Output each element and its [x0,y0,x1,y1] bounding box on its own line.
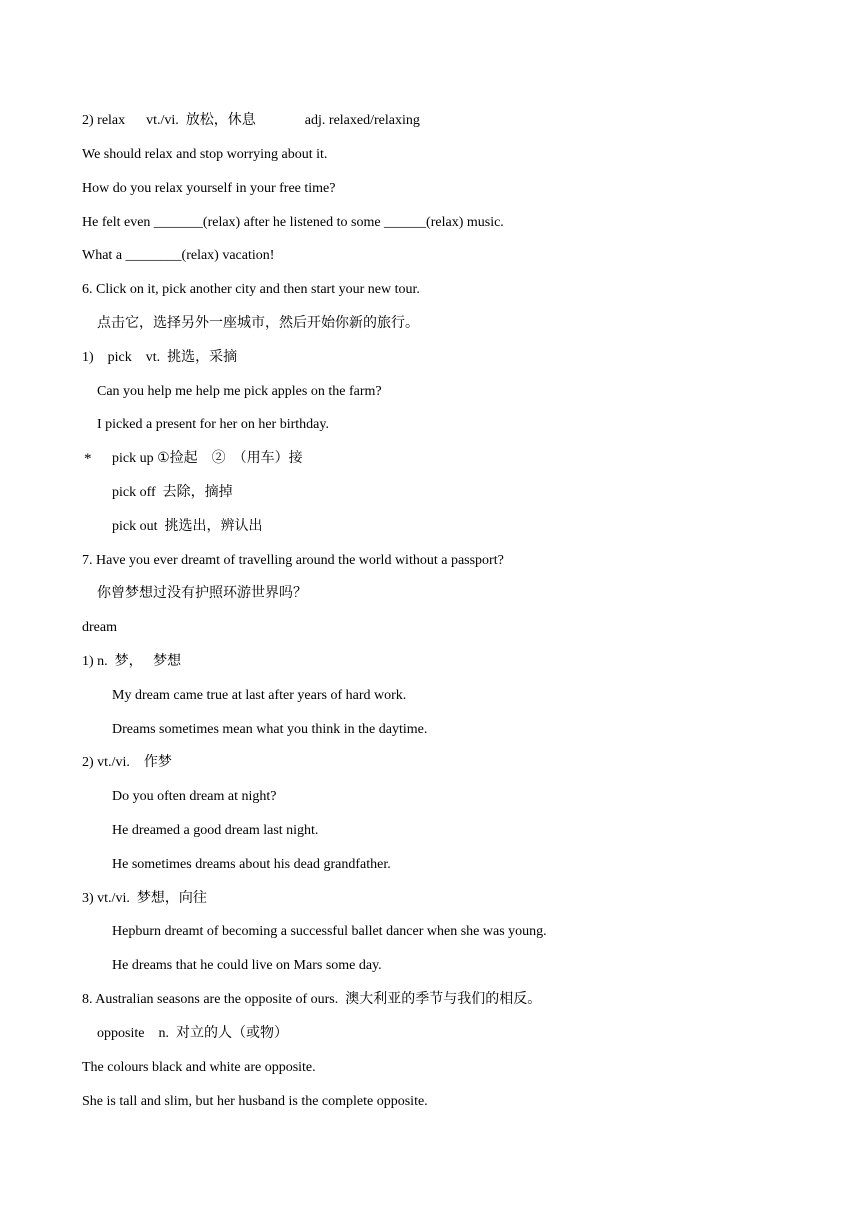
example-sentence: My dream came true at last after years of hard work. [112,688,407,703]
example-sentence: How do you relax yourself in your free time? [82,181,336,196]
phrase-pick-up: pick up ①捡起 ② （用车）接 [112,451,303,466]
relax-heading: 2) relax vt./vi. 放松，休息 adj. relaxed/relaxing [82,113,420,128]
phrase-pick-out: pick out 挑选出，辨认出 [112,519,263,534]
phrase-pick-off: pick off 去除，摘掉 [112,485,233,500]
item-6-translation: 点击它，选择另外一座城市，然后开始你新的旅行。 [97,316,419,331]
item-6-sentence: 6. Click on it, pick another city and then start your new tour. [82,282,420,297]
example-sentence: Hepburn dreamt of becoming a successful ballet dancer when she was young. [112,924,547,939]
dream-sense-3: 3) vt./vi. 梦想，向往 [82,891,207,906]
dream-sense-1: 1) n. 梦， 梦想 [82,654,182,669]
example-sentence: He sometimes dreams about his dead grandfather. [112,857,391,872]
example-sentence: I picked a present for her on her birthday. [97,417,329,432]
exercise-sentence: He felt even _______(relax) after he listened to some ______(relax) music. [82,215,504,230]
example-sentence: He dreamed a good dream last night. [112,823,319,838]
dream-sense-2: 2) vt./vi. 作梦 [82,755,172,770]
star-marker: * [84,451,92,467]
item-7-sentence: 7. Have you ever dreamt of travelling around the world without a passport? [82,553,504,568]
example-sentence: He dreams that he could live on Mars some day. [112,958,382,973]
example-sentence: We should relax and stop worrying about it. [82,147,328,162]
example-sentence: The colours black and white are opposite. [82,1060,316,1075]
example-sentence: She is tall and slim, but her husband is the complete opposite. [82,1094,428,1109]
pick-heading: 1) pick vt. 挑选，采摘 [82,350,238,365]
dream-heading: dream [82,620,117,635]
example-sentence: Do you often dream at night? [112,789,277,804]
item-7-translation: 你曾梦想过没有护照环游世界吗？ [97,586,307,601]
opposite-heading: opposite n. 对立的人（或物） [97,1026,288,1041]
item-8-sentence: 8. Australian seasons are the opposite of ours. 澳大利亚的季节与我们的相反。 [82,992,542,1007]
exercise-sentence: What a ________(relax) vacation! [82,248,275,263]
example-sentence: Dreams sometimes mean what you think in the daytime. [112,722,428,737]
example-sentence: Can you help me help me pick apples on the farm? [97,384,382,399]
